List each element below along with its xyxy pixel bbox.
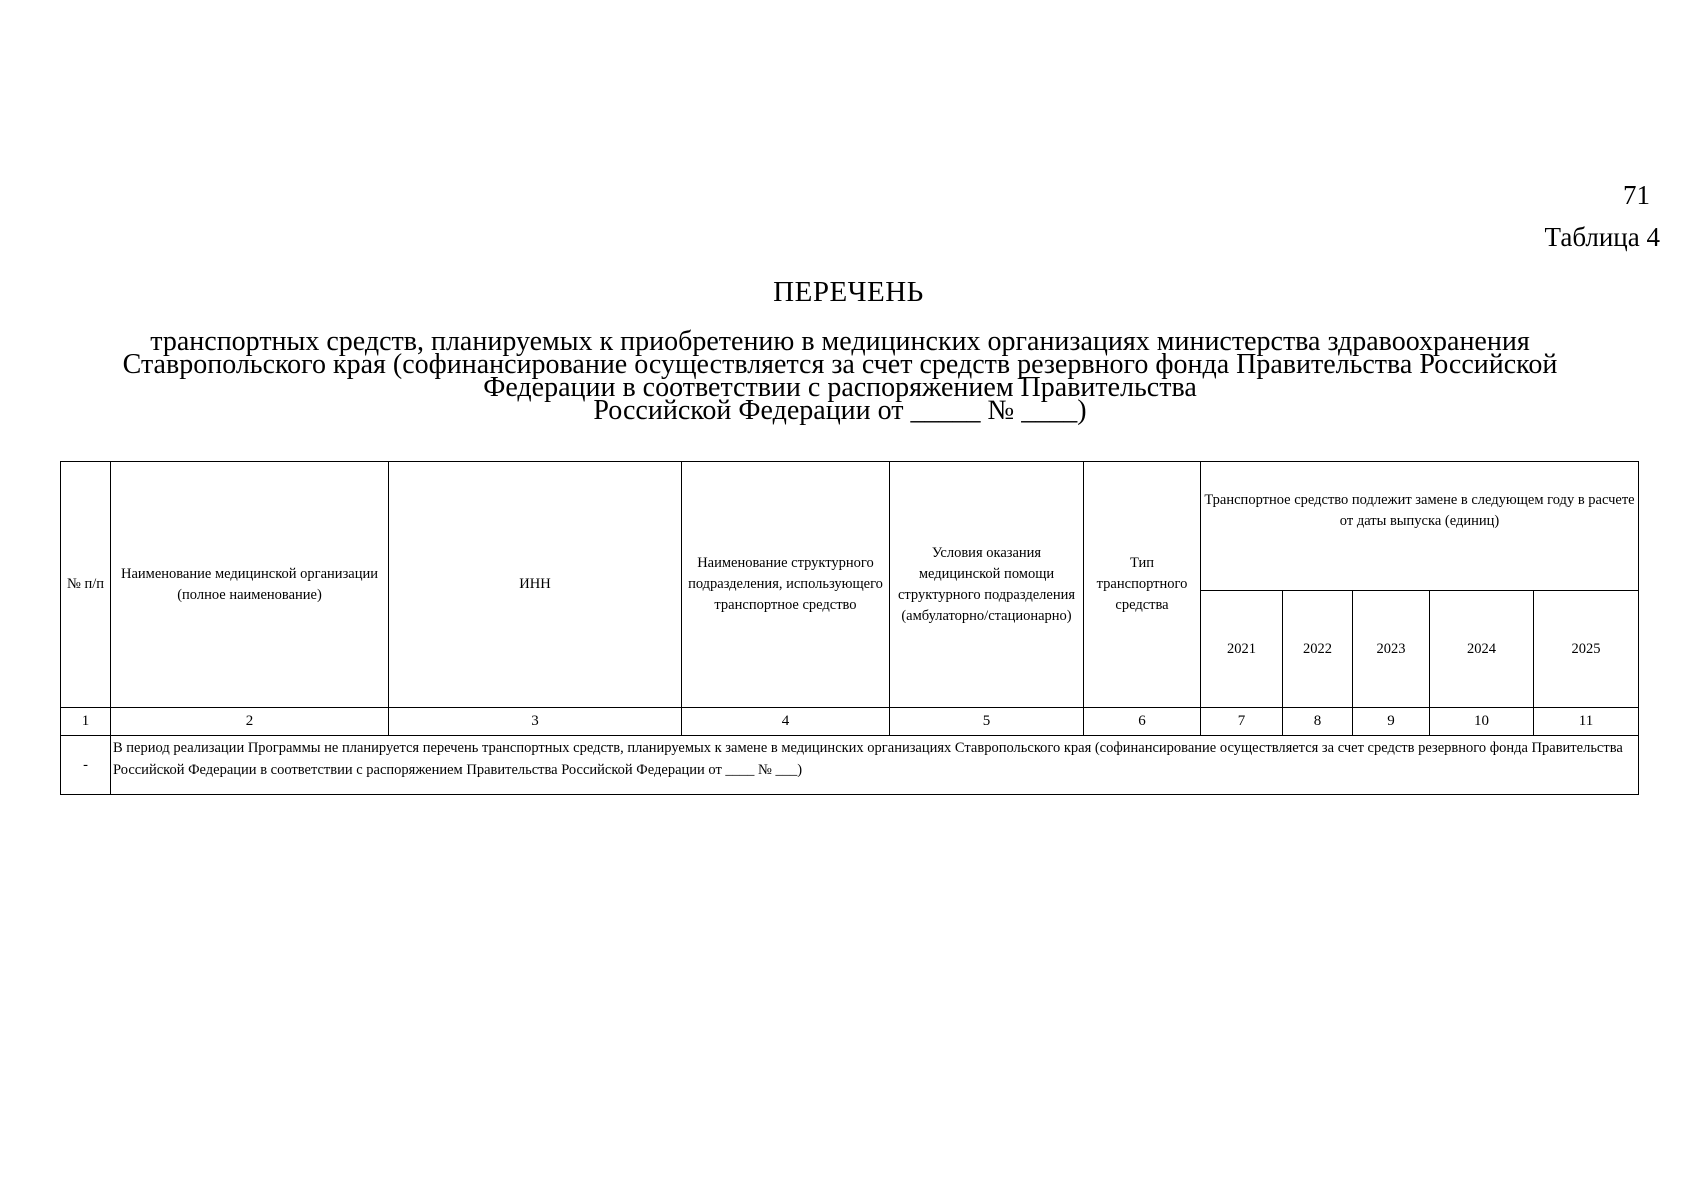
column-number-row — [61, 708, 1639, 736]
note-row — [61, 736, 1639, 795]
vehicle-registry-table — [60, 461, 1639, 795]
subtitle-line-3: Федерации в соответствии с распоряжением Правительства — [483, 372, 1197, 403]
header-num: № п/п — [61, 462, 111, 708]
table-label: Таблица 4 — [1544, 222, 1660, 252]
column-number: 10 — [1430, 708, 1534, 736]
header-vehicle-type: Тип транспортного средства — [1084, 462, 1201, 708]
document-title: ПЕРЕЧЕНЬ — [773, 276, 924, 308]
header-replacement-group: Транспортное средство подлежит замене в следующем году в расчете от даты выпуска (единиц) — [1201, 462, 1639, 591]
header-org-name: Наименование медицинской организации (полное наименование) — [111, 462, 389, 708]
column-number: 4 — [682, 708, 890, 736]
header-year: 2024 — [1430, 591, 1534, 708]
column-number: 11 — [1534, 708, 1639, 736]
page-number: 71 — [1623, 180, 1650, 210]
document-subtitle — [100, 326, 1580, 426]
column-number: 3 — [389, 708, 682, 736]
note-row-text: В период реализации Программы не планируется перечень транспортных средств, планируемых к замене в медицинских организациях Ставропольского края (софинансирование осуществляется за счет средств резервного фонда Правительства Российской Федерации в соответствии с распоряжением Правительства Российской Федерации от ____ № ___) — [111, 736, 1639, 795]
header-year: 2025 — [1534, 591, 1639, 708]
subtitle-line-1: транспортных средств, планируемых к приобретению в медицинских организациях министерства здравоохранения — [150, 326, 1530, 357]
note-row-num: - — [61, 736, 111, 795]
header-conditions: Условия оказания медицинской помощи структурного подразделения (амбулаторно/стационарно) — [890, 462, 1084, 708]
header-year: 2021 — [1201, 591, 1283, 708]
header-year: 2023 — [1353, 591, 1430, 708]
column-number: 9 — [1353, 708, 1430, 736]
column-number: 1 — [61, 708, 111, 736]
header-year: 2022 — [1283, 591, 1353, 708]
subtitle-line-4: Российской Федерации от _____ № ____) — [593, 395, 1087, 426]
header-subdivision: Наименование структурного подразделения, использующего транспортное средство — [682, 462, 890, 708]
column-number: 5 — [890, 708, 1084, 736]
column-number: 6 — [1084, 708, 1201, 736]
column-number: 8 — [1283, 708, 1353, 736]
column-number: 7 — [1201, 708, 1283, 736]
column-number: 2 — [111, 708, 389, 736]
subtitle-line-2: Ставропольского края (софинансирование осуществляется за счет средств резервного фонда Правительства Российской — [122, 349, 1558, 380]
header-inn: ИНН — [389, 462, 682, 708]
